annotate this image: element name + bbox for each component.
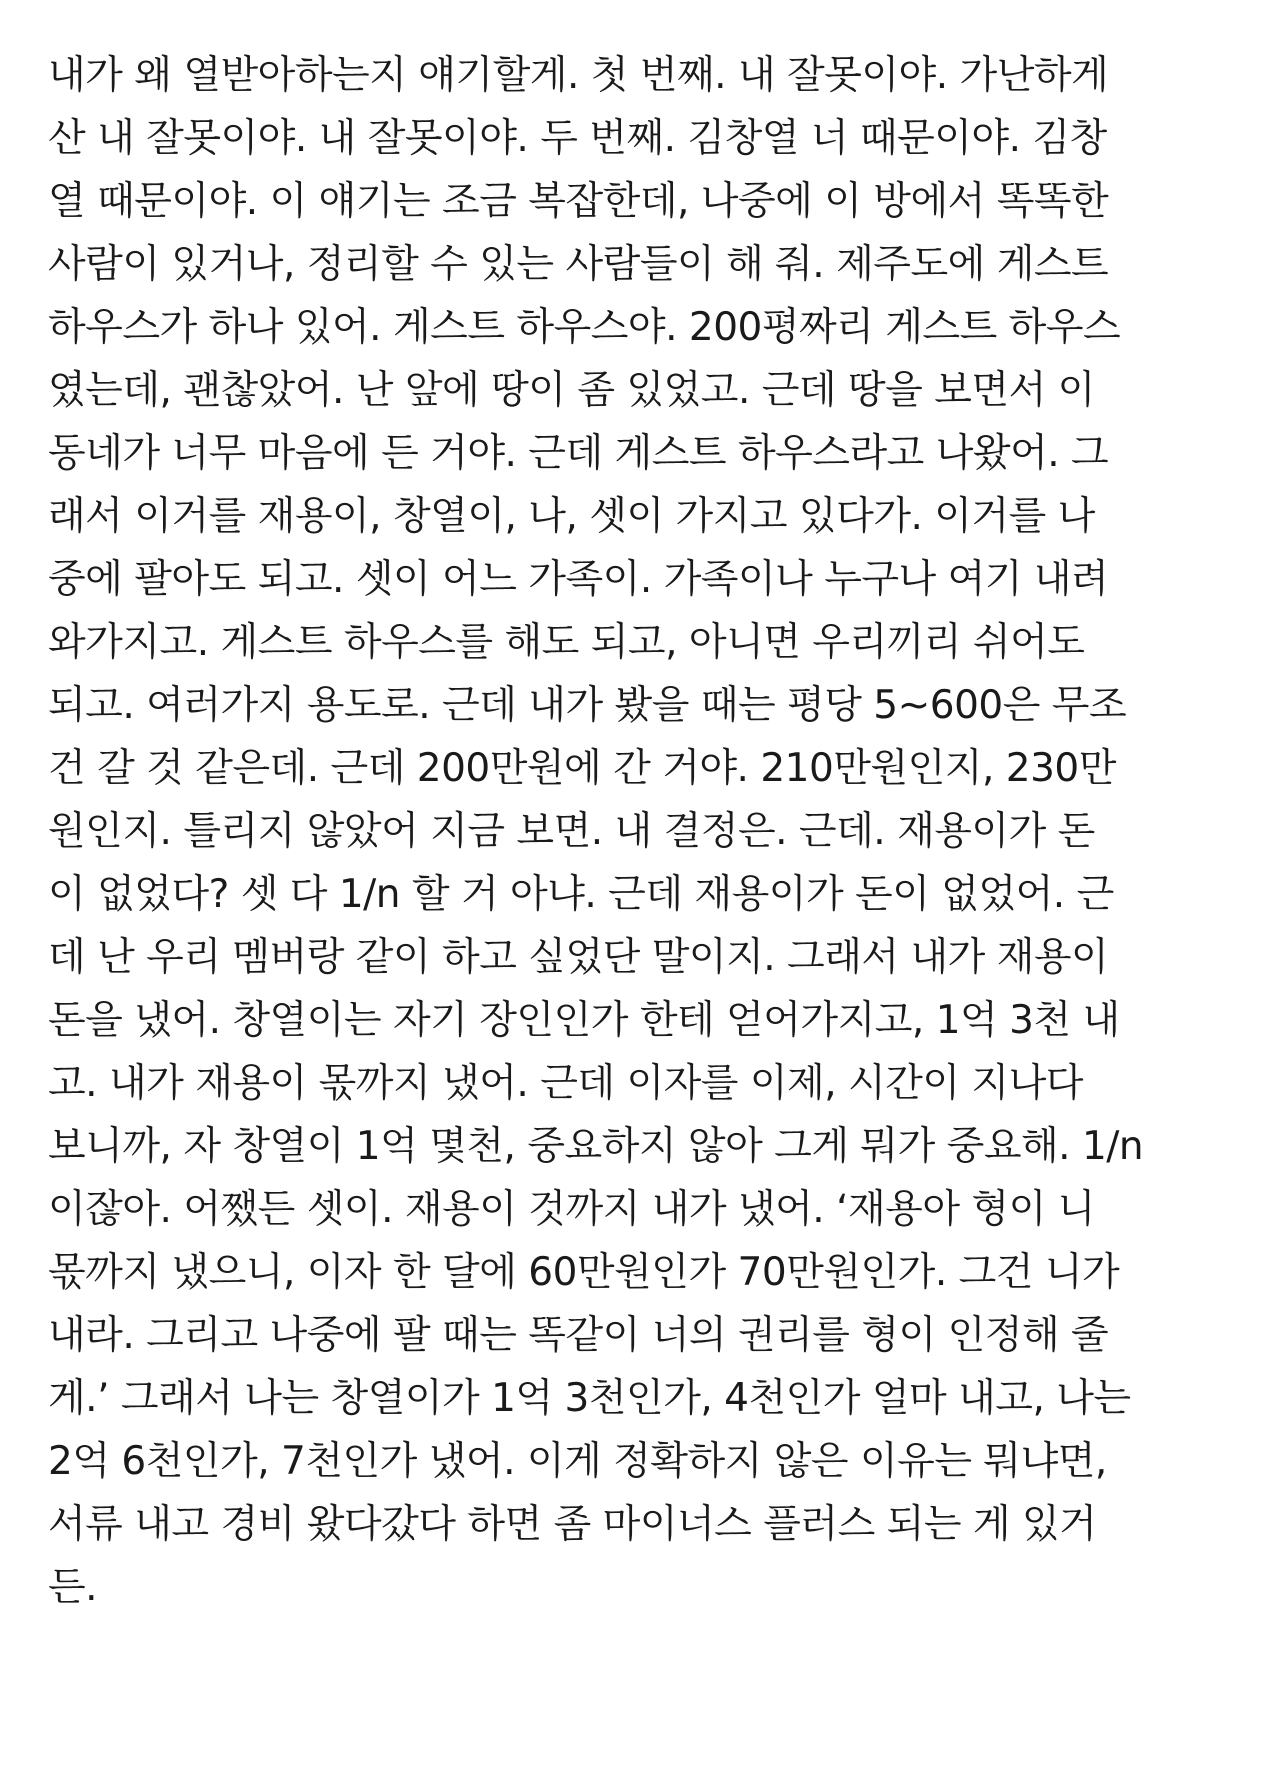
text-line: 돈을 냈어. 창열이는 자기 장인인가 한테 얻어가지고, 1억 3천 내: [48, 998, 1120, 1043]
text-line: 게.’ 그래서 나는 창열이가 1억 3천인가, 4천인가 얼마 내고, 나는: [48, 1376, 1131, 1421]
text-line: 든.: [48, 1565, 98, 1610]
text-line: 와가지고. 게스트 하우스를 해도 되고, 아니면 우리끼리 쉬어도: [48, 620, 1085, 665]
text-line: 하우스가 하나 있어. 게스트 하우스야. 200평짜리 게스트 하우스: [48, 305, 1121, 350]
text-line: 고. 내가 재용이 몫까지 냈어. 근데 이자를 이제, 시간이 지나다: [48, 1061, 1083, 1106]
text-line: 2억 6천인가, 7천인가 냈어. 이게 정확하지 않은 이유는 뭐냐면,: [48, 1439, 1107, 1484]
text-line: 열 때문이야. 이 얘기는 조금 복잡한데, 나중에 이 방에서 똑똑한: [48, 179, 1109, 224]
text-line: 이 없었다? 셋 다 1/n 할 거 아냐. 근데 재용이가 돈이 없었어. 근: [48, 872, 1114, 917]
text-line: 서류 내고 경비 왔다갔다 하면 좀 마이너스 플러스 되는 게 있거: [48, 1502, 1097, 1547]
text-line: 였는데, 괜찮았어. 난 앞에 땅이 좀 있었고. 근데 땅을 보면서 이: [48, 368, 1095, 413]
text-line: 사람이 있거나, 정리할 수 있는 사람들이 해 줘. 제주도에 게스트: [48, 242, 1109, 287]
text-line: 건 갈 것 같은데. 근데 200만원에 간 거야. 210만원인지, 230만: [48, 746, 1116, 791]
body-text: [48, 44, 1248, 1619]
text-line: 데 난 우리 멤버랑 같이 하고 싶었단 말이지. 그래서 내가 재용이: [48, 935, 1109, 980]
text-line: 내라. 그리고 나중에 팔 때는 똑같이 너의 권리를 형이 인정해 줄: [48, 1313, 1109, 1358]
text-line: 래서 이거를 재용이, 창열이, 나, 셋이 가지고 있다가. 이거를 나: [48, 494, 1095, 539]
text-line: 산 내 잘못이야. 내 잘못이야. 두 번째. 김창열 너 때문이야. 김창: [48, 116, 1107, 161]
text-line: 보니까, 자 창열이 1억 몇천, 중요하지 않아 그게 뭐가 중요해. 1/n: [48, 1124, 1144, 1169]
text-line: 이잖아. 어쨌든 셋이. 재용이 것까지 내가 냈어. ‘재용아 형이 니: [48, 1187, 1095, 1232]
text-line: 원인지. 틀리지 않았어 지금 보면. 내 결정은. 근데. 재용이가 돈: [48, 809, 1095, 854]
text-line: 내가 왜 열받아하는지 얘기할게. 첫 번째. 내 잘못이야. 가난하게: [48, 53, 1109, 98]
text-line: 동네가 너무 마음에 든 거야. 근데 게스트 하우스라고 나왔어. 그: [48, 431, 1109, 476]
text-line: 중에 팔아도 되고. 셋이 어느 가족이. 가족이나 누구나 여기 내려: [48, 557, 1109, 602]
text-line: 몫까지 냈으니, 이자 한 달에 60만원인가 70만원인가. 그건 니가: [48, 1250, 1120, 1295]
text-line: 되고. 여러가지 용도로. 근데 내가 봤을 때는 평당 5~600은 무조: [48, 683, 1127, 728]
